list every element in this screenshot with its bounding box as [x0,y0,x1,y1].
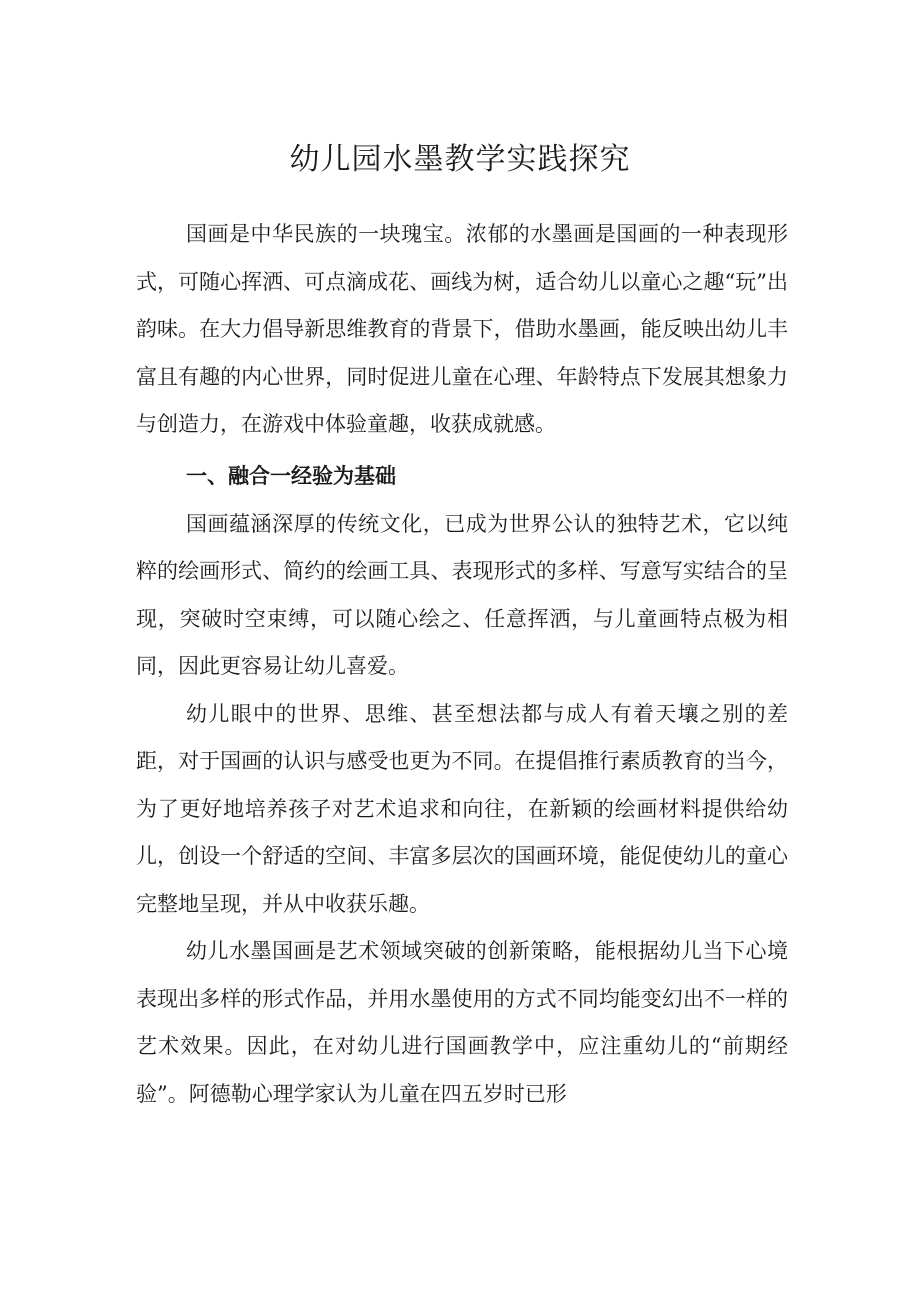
document-body [136,211,788,1118]
intro-paragraph: 国画是中华民族的一块瑰宝。浓郁的水墨画是国画的一种表现形式，可随心挥洒、可点滴成花、画线为树，适合幼儿以童心之趣“玩”出韵味。在大力倡导新思维教育的背景下，借助水墨画，能反映出幼儿丰富且有趣的内心世界，同时促进儿童在心理、年龄特点下发展其想象力与创造力，在游戏中体验童趣，收获成就感。 [136,222,788,436]
document-title: 幼儿园水墨教学实践探究 [289,142,631,177]
body-paragraph-1: 国画蕴涵深厚的传统文化，已成为世界公认的独特艺术，它以纯粹的绘画形式、简约的绘画工具、表现形式的多样、写意写实结合的呈现，突破时空束缚，可以随心绘之、任意挥洒，与儿童画特点极为相同，因此更容易让幼儿喜爱。 [136,511,788,678]
body-paragraph-2: 幼儿眼中的世界、思维、甚至想法都与成人有着天壤之别的差距，对于国画的认识与感受也更为不同。在提倡推行素质教育的当今，为了更好地培养孩子对艺术追求和向往，在新颖的绘画材料提供给幼儿，创设一个舒适的空间、丰富多层次的国画环境，能促使幼儿的童心完整地呈现，并从中收获乐趣。 [136,701,788,916]
section-heading: 一、融合一经验为基础 [186,463,396,488]
body-paragraph-3: 幼儿水墨国画是艺术领域突破的创新策略，能根据幼儿当下心境表现出多样的形式作品，并用水墨使用的方式不同均能变幻出不一样的艺术效果。因此，在对幼儿进行国画教学中，应注重幼儿的“前期经验”。阿德勒心理学家认为儿童在四五岁时已形 [136,939,788,1106]
